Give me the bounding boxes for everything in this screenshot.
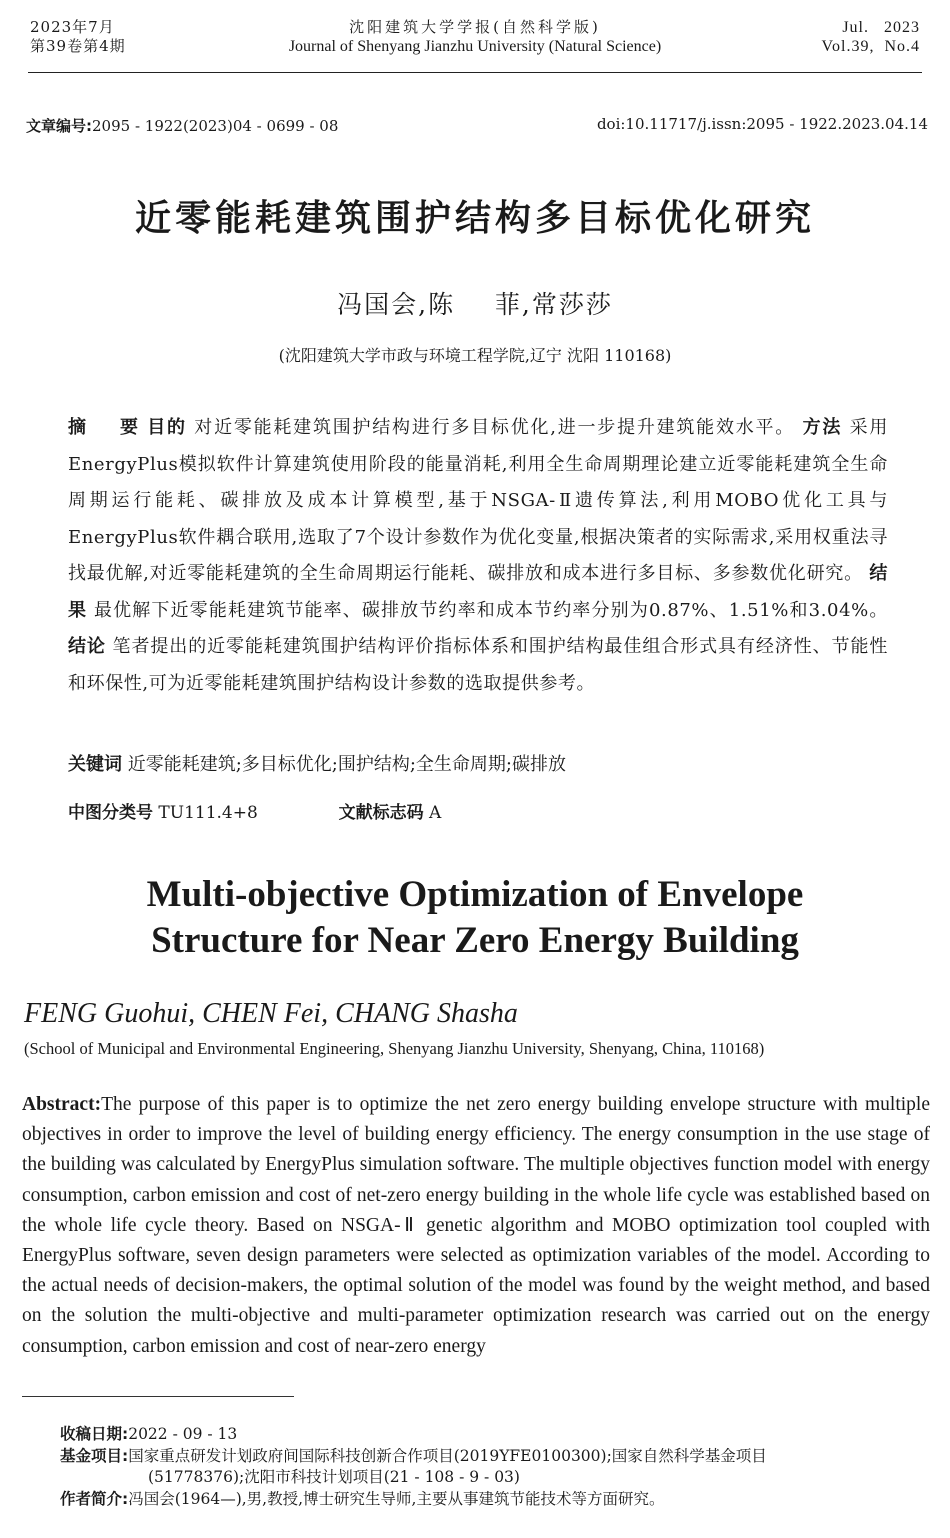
- fund-label: 基金项目:: [60, 1446, 129, 1465]
- received-label: 收稿日期:: [60, 1425, 129, 1443]
- doc-code-label: 文献标志码: [338, 803, 424, 823]
- clc-label: 中图分类号: [68, 803, 153, 823]
- cn-conclusion-label: 结论: [68, 636, 106, 657]
- header-journal-cn: 沈阳建筑大学学报(自然科学版): [349, 18, 601, 36]
- footnote: [60, 1424, 930, 1510]
- author-label: 作者简介:: [60, 1489, 129, 1508]
- cn-purpose: 对近零能耗建筑围护结构进行多目标优化,进一步提升建筑能效水平。: [194, 417, 796, 438]
- cn-abstract-label: 摘 要: [68, 417, 140, 438]
- clc-value: TU111.4+8: [158, 803, 258, 823]
- cn-authors: 冯国会,陈 菲,常莎莎: [337, 290, 613, 319]
- cn-classification: [68, 798, 441, 823]
- cn-affiliation: (沈阳建筑大学市政与环境工程学院,辽宁 沈阳 110168): [278, 346, 672, 365]
- cn-keywords-value: 近零能耗建筑;多目标优化;围护结构;全生命周期;碳排放: [127, 754, 566, 775]
- en-title-line1: Multi-objective Optimization of Envelope: [146, 874, 804, 915]
- header-date-en: Jul. 2023: [842, 19, 920, 36]
- header-journal: [0, 18, 950, 56]
- cn-keywords-label: 关键词: [68, 754, 122, 775]
- en-affiliation: (School of Municipal and Environmental Engineering, Shenyang Jianzhu University, Shenyang, China, 110168): [24, 1039, 765, 1058]
- received-value: 2022 - 09 - 13: [128, 1425, 238, 1443]
- en-title-line2: Structure for Near Zero Energy Building: [151, 920, 799, 961]
- header-volume-en: Vol.39, No.4: [821, 38, 920, 55]
- en-abstract-label: Abstract:: [22, 1094, 102, 1115]
- cn-result-label: 结果: [68, 563, 888, 621]
- cn-method-label: 方法: [802, 417, 843, 438]
- cn-purpose-label: 目的: [147, 417, 187, 438]
- footnote-fund-cont: (51778376);沈阳市科技计划项目(21 - 108 - 9 - 03): [148, 1468, 520, 1486]
- footnote-received: [60, 1424, 930, 1446]
- article-number-label: 文章编号:: [26, 117, 92, 135]
- cn-abstract: [68, 410, 888, 702]
- en-authors: FENG Guohui, CHEN Fei, CHANG Shasha: [24, 998, 518, 1029]
- doc-code-value: A: [429, 803, 442, 823]
- article-number-value: 2095 - 1922(2023)04 - 0699 - 08: [92, 117, 339, 135]
- cn-title: 近零能耗建筑围护结构多目标优化研究: [134, 198, 815, 239]
- article-number: [26, 115, 338, 136]
- author-value: 冯国会(1964—),男,教授,博士研究生导师,主要从事建筑节能技术等方面研究。: [128, 1489, 665, 1508]
- header-issue-en: [822, 18, 921, 56]
- header-volume-cn: 第39卷第4期: [30, 37, 126, 55]
- header-date-cn: 2023年7月: [30, 18, 115, 36]
- footnote-fund: [60, 1446, 930, 1468]
- cn-conclusion: 笔者提出的近零能耗建筑围护结构评价指标体系和围护结构最佳组合形式具有经济性、节能性和环保性,可为近零能耗建筑围护结构设计参数的选取提供参考。: [68, 636, 889, 694]
- fund-line1: 国家重点研发计划政府间国际科技创新合作项目(2019YFE0100300);国家自然科学基金项目: [128, 1446, 767, 1465]
- footnote-author: [60, 1489, 930, 1511]
- en-abstract: [22, 1090, 930, 1362]
- cn-method: 采用EnergyPlus模拟软件计算建筑使用阶段的能量消耗,利用全生命周期理论建立近零能耗建筑全生命周期运行能耗、碳排放及成本计算模型,基于NSGA-Ⅱ遗传算法,利用MOBO优化工具与EnergyPlus软件耦合联用,选取了7个设计参数作为优化变量,根据决策者的实际需求,采用权重法寻找最优解,对近零能耗建筑的全生命周期运行能耗、碳排放和成本进行多目标、多参数优化研究。: [68, 417, 889, 584]
- en-title: [0, 872, 950, 964]
- header-journal-en: Journal of Shenyang Jianzhu University (Natural Science): [288, 38, 662, 55]
- footnote-rule: [22, 1396, 294, 1397]
- cn-result: 最优解下近零能耗建筑节能率、碳排放节约率和成本节约率分别为0.87%、1.51%和3.04%。: [94, 599, 888, 621]
- header-rule: [28, 72, 922, 73]
- en-abstract-text: The purpose of this paper is to optimize the net zero energy building envelope structure with multiple objectives in order to improve the level of building energy efficiency. The energy consumption in the use stage of the building was calculated by EnergyPlus simulation software. The multiple objectives function model with energy consumption, carbon emission and cost of net-zero energy building in the whole life cycle was established based on the whole life cycle theory. Based on NSGA-Ⅱ genetic algorithm and MOBO optimization tool coupled with EnergyPlus software, seven design parameters were selected as optimization variables of the model. According to the actual needs of decision-makers, the optimal solution of the model was found by the weight method, and based on the solution the multi-objective and multi-parameter optimization research was carried out on the energy consumption, carbon emission and cost of near-zero energy: [22, 1094, 930, 1357]
- doi: doi:10.11717/j.issn:2095 - 1922.2023.04.14: [596, 115, 928, 133]
- cn-keywords: [68, 750, 566, 776]
